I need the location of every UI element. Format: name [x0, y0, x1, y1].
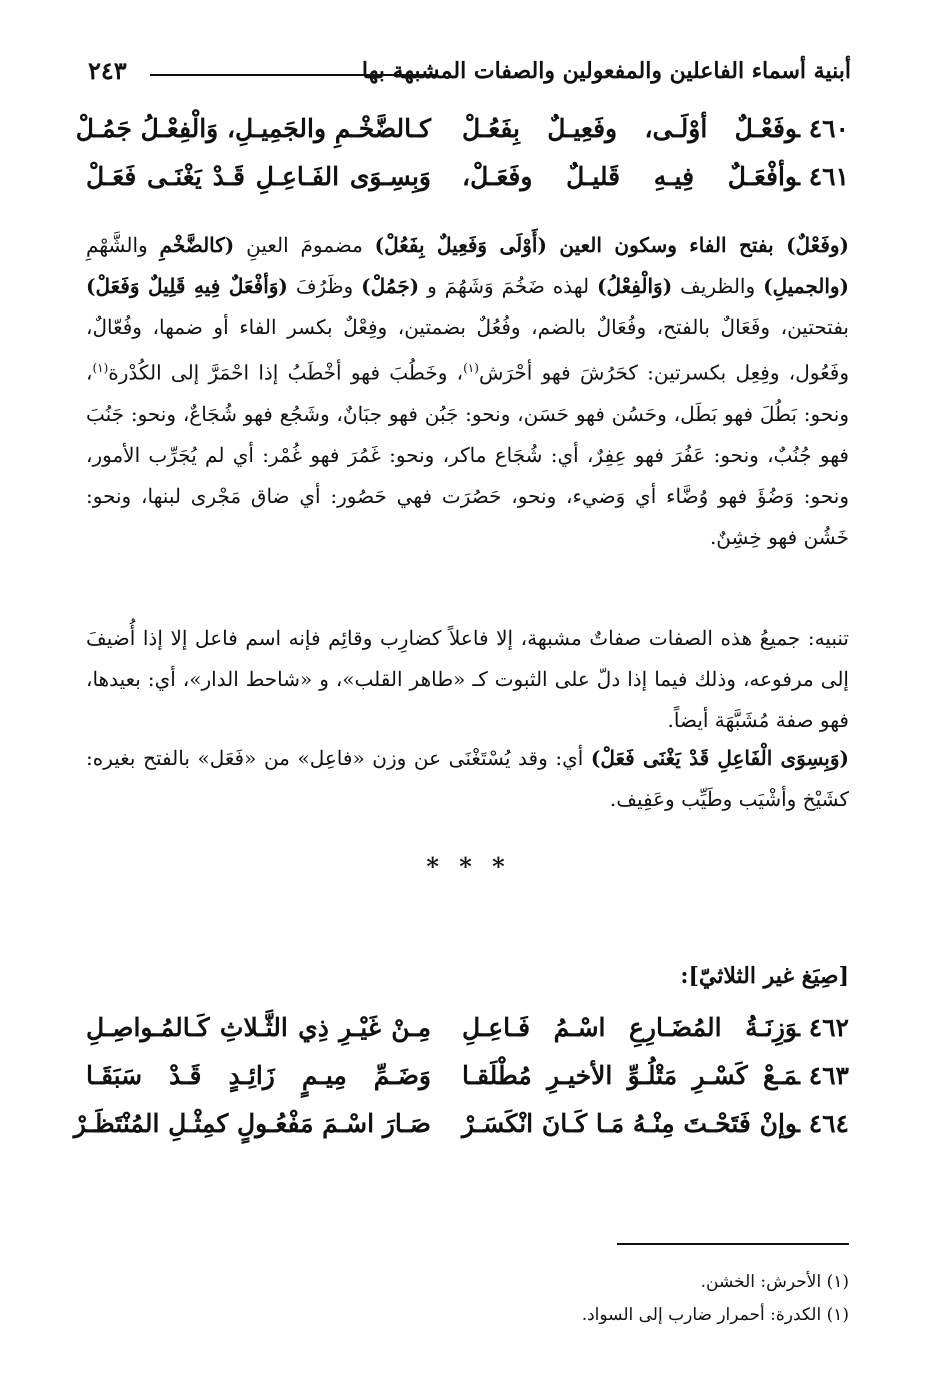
verse-second-hemistich: كـالضَّخْـمِ والجَمِيـلِ، وَالْفِعْـلُ جَمُـلْ: [75, 114, 431, 143]
footnote-separator: [617, 1243, 849, 1245]
commentary-text: وظَرُفَ: [287, 274, 362, 298]
quoted-verse-text: (وَبِسِوَى الْفَاعِلِ قَدْ يَغْنَى فَعَلْ): [590, 746, 849, 770]
quoted-verse-text: (جَمُلْ): [361, 274, 420, 298]
footnote-marker: (١): [92, 361, 109, 375]
verse-second-hemistich: مِـنْ غَيْـرِ ذِي الثَّـلاثِ كَـالمُـواصِـلِ: [86, 1013, 431, 1042]
verse-462: [86, 1013, 849, 1057]
verse-first-hemistich: وفَعْـلٌ أوْلَـى، وفَعِيـلٌ بِفَعُـلْ: [462, 114, 797, 143]
verse-464: [73, 1109, 849, 1153]
verse-first-hemistich: وَزِنَـةُ المُضَـارِعِ اسْـمُ فَـاعِـلِ: [462, 1013, 797, 1042]
verse-number: ٤٦١ ـ: [792, 162, 849, 191]
verse-number: ٤٦٤ ـ: [792, 1109, 849, 1138]
quoted-verse-text: (كالضَّخْمِ: [159, 233, 235, 257]
footnote-1: (١) الأحرش: الخشن.: [700, 1272, 849, 1292]
verse-first-hemistich: مَـعْ كَسْـرِ مَتْلُـوِّ الأخيـرِ مُطْلَقـا: [462, 1061, 797, 1090]
quoted-verse-text: (وَالْفِعْلُ): [597, 274, 673, 298]
commentary-text: بفتحتين، وفَعَالٌ بالفتح، وفُعَالٌ بالضم، وفُعُلٌ بضمتين، وفِعْلٌ بكسر الفاء أو ضمها، وفُعّالٌ، وفَعُول، وفِعِل بكسرتين: كحَرُشَ فهو أحْرَش: [86, 315, 849, 385]
running-header: [88, 56, 851, 96]
verse-second-hemistich: صَـارَ اسْـمَ مَفْعُـولٍ كمِثْـلِ المُنْتَظَـرْ: [73, 1109, 431, 1138]
note-paragraph: [86, 618, 849, 741]
section-heading: [صِيَغ غير الثلاثيّ]:: [680, 963, 849, 989]
verse-number: ٤٦٢ ـ: [792, 1013, 849, 1042]
verse-second-hemistich: وَضَـمِّ مِيـمٍ زَائِـدٍ قَـدْ سَبَقَـا: [86, 1061, 431, 1090]
commentary-text: ، ونحو: بَطُلَ فهو بَطَل، وحَسُن فهو حَسَن، ونحو: جَبُن فهو جبَانٌ، وشَجُع فهو شُجَاعٌ، ونحو: جَنُبَ فهو جُنُبٌ، ونحو: عَفُرَ فهو عِفِرٌ، أي: شُجَاع ماكر، ونحو: غَمُرَ فهو غُمْر: أي لم يُجَرِّب الأمور، ونحو: وَضُؤَ فهو وُضَّاء أي وَضيء، ونحو، حَصُرَت فهي حَصُور: أي ضاق مَجْرى لبنها، ونحو: خَشُن فهو خِشِنٌ.: [86, 360, 849, 549]
commentary-paragraph-3: [86, 738, 849, 820]
commentary-text: لهذه ضَخُمَ وَشَهُمَ و: [419, 274, 598, 298]
commentary-text: مضمومَ العينِ: [234, 233, 375, 257]
commentary-text: ، وخَطُبَ فهو أخْطَبُ إذا احْمَرَّ إلى الكُدْرة: [108, 360, 464, 385]
quoted-verse-text: (أَوْلَى وَفَعِيلٌ بِفَعُلْ): [374, 233, 547, 257]
verse-first-hemistich: وأفْعَـلٌ فِيـهِ قَليـلٌ وفَعَـلْ،: [462, 162, 797, 191]
note-text: تنبيه: جميعُ هذه الصفات صفاتٌ مشبهة، إلا فاعلاً كضارِب وقائِم فإنه اسم فاعل إلا إذا أُضيفَ إلى مرفوعه، وذلك فيما إذا دلّ على الثبوت كـ «طاهر القلب»، و «شاحط الدار»، أي: بعيدها، فهو صفة مُشَبَّهَة أيضاً.: [86, 626, 849, 732]
section-separator: * * *: [426, 852, 511, 881]
header-rule: [150, 74, 436, 76]
page-number: ٢٤٣: [88, 56, 127, 85]
quoted-verse-text: (وفَعْلٌ) بفتح الفاء وسكون العين: [546, 233, 850, 257]
verse-463: [86, 1061, 849, 1105]
verse-460: [75, 114, 849, 158]
verse-second-hemistich: وَبِسِـوَى الفَـاعِـلِ قَـدْ يَغْنَـى فَعَـلْ: [86, 162, 431, 191]
verse-number: ٤٦٣ ـ: [792, 1061, 849, 1090]
verse-number: ٤٦٠ ـ: [792, 114, 849, 143]
quoted-verse-text: (والجميلِ): [763, 274, 849, 298]
header-title: أبنية أسماء الفاعلين والمفعولين والصفات المشبهة بها: [361, 58, 851, 84]
commentary-paragraph-1: [86, 225, 849, 558]
commentary-text: والشَّهْمِ: [86, 233, 160, 257]
verse-461: [86, 162, 849, 206]
footnote-marker: (١): [463, 361, 479, 375]
verse-first-hemistich: وإنْ فَتَحْـتَ مِنْـهُ مَـا كَـانَ انْكَسَـرْ: [462, 1109, 797, 1138]
commentary-text: والظريف: [672, 274, 764, 298]
footnote-2: (١) الكدرة: أحمرار ضارب إلى السواد.: [581, 1305, 849, 1325]
quoted-verse-text: (وَأفْعَلٌ فِيهِ قَلِيلٌ وَفَعَلْ): [86, 274, 288, 298]
commentary-text: أي: وقد يُسْتَغْنَى عن وزن «فاعِل» من «فَعَل» بالفتح بغيره: كشَيْخ وأشْيَب وطَيِّب وعَفِيف.: [86, 746, 849, 811]
